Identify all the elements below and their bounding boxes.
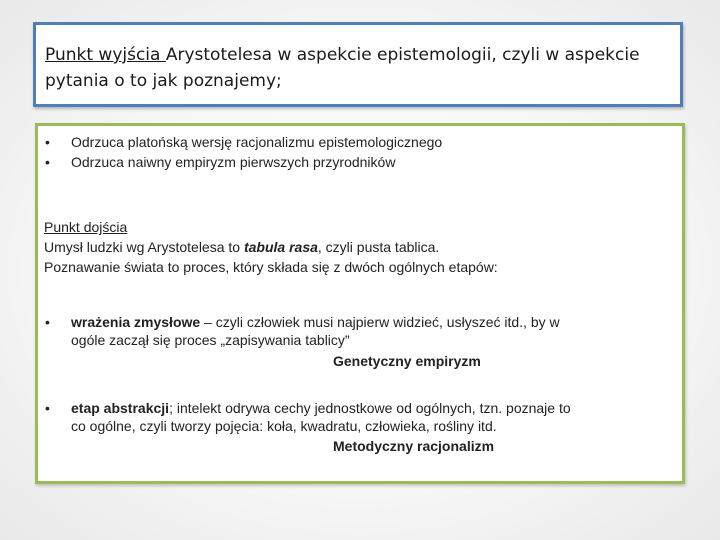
bullet-icon: •: [45, 154, 50, 170]
title-line-1: [45, 42, 670, 68]
text-span: ; intelekt odrywa cechy jednostkowe od ogólnych, tzn. poznaje to: [169, 400, 571, 416]
title-heading-underlined: Punkt wyjścia: [45, 45, 166, 65]
stage-text: [71, 313, 676, 349]
content-box: [35, 123, 685, 484]
bullet-icon: •: [45, 314, 50, 330]
text-span: – czyli człowiek musi najpierw widzieć, usłyszeć itd., by w: [200, 314, 560, 330]
tabula-rasa-term: tabula rasa: [243, 239, 318, 255]
text-line: ogóle zaczął się proces „zapisywania tablicy”: [71, 332, 350, 348]
stage-text: [71, 399, 676, 435]
process-line: Poznawanie świata to proces, który składa się z dwóch ogólnych etapów:: [44, 259, 498, 275]
title-box: [33, 22, 683, 107]
list-item: [38, 152, 678, 172]
section-heading: Punkt dojścia: [44, 219, 128, 235]
bullet-icon: •: [45, 400, 50, 416]
bullet-text: Odrzuca naiwny empiryzm pierwszych przyrodników: [71, 154, 396, 170]
top-bullet-list: [38, 132, 678, 172]
stage-caption: Metodyczny racjonalizm: [333, 438, 495, 454]
text-span: , czyli pusta tablica.: [317, 239, 440, 255]
tabula-rasa-line: [44, 237, 674, 257]
bullet-icon: •: [45, 134, 50, 150]
stage-term: etap abstrakcji: [71, 400, 170, 416]
title-heading-rest: Arystotelesa w aspekcie epistemologii, czyli w aspekcie: [165, 45, 640, 65]
stage-caption: Genetyczny empiryzm: [333, 353, 481, 369]
bullet-text: Odrzuca platońską wersję racjonalizmu epistemologicznego: [71, 134, 443, 150]
punkt-dojscia-section: [44, 217, 674, 277]
stage-term: wrażenia zmysłowe: [71, 314, 201, 330]
text-span: Umysł ludzki wg Arystotelesa to: [44, 239, 244, 255]
text-line: co ogólne, czyli tworzy pojęcia: koła, kwadratu, człowieka, rośliny itd.: [71, 418, 497, 434]
list-item: [38, 132, 678, 152]
title-line-2: pytania o to jak poznajemy;: [45, 71, 282, 91]
